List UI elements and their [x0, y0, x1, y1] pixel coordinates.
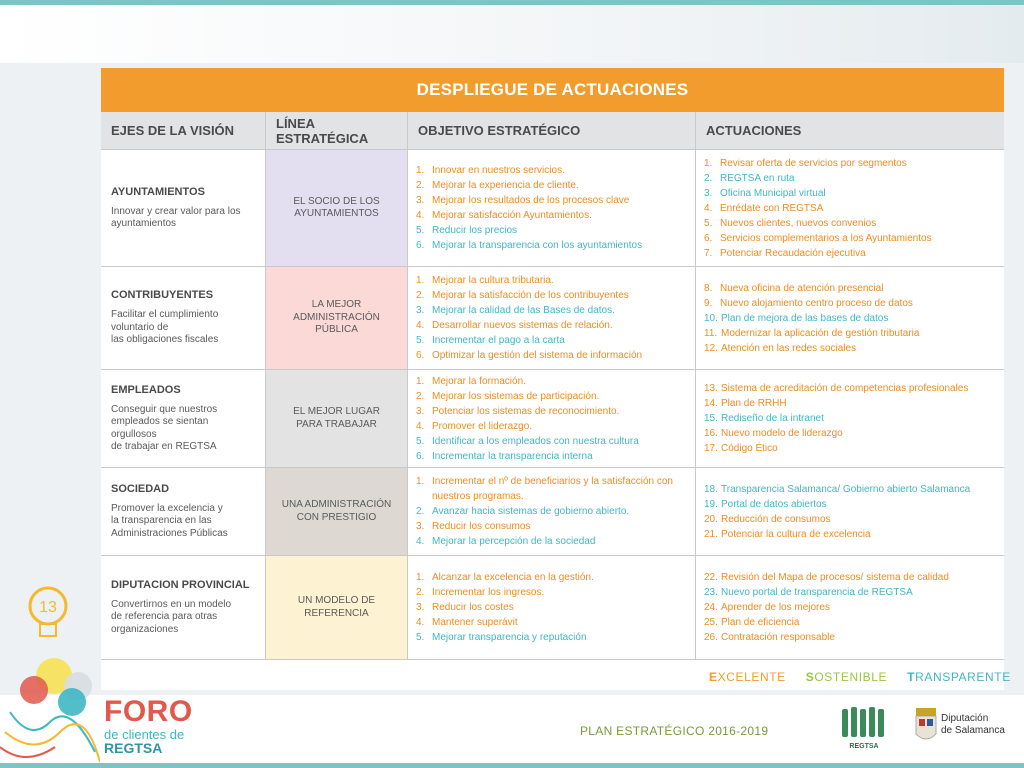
actuaciones-text: Enrédate con REGTSA	[720, 202, 824, 214]
objetivos-list	[416, 474, 687, 549]
actuaciones-text: Modernizar la aplicación de gestión tributaria	[721, 327, 920, 339]
table-row	[101, 267, 1004, 370]
actuaciones-text: Plan de RRHH	[721, 398, 787, 409]
linea-label: EL MEJOR LUGAR PARA TRABAJAR	[293, 406, 380, 430]
eje-title: AYUNTAMIENTOS	[111, 185, 205, 198]
actuaciones-item	[704, 281, 919, 296]
objetivos-number: 6.	[416, 350, 425, 361]
objetivos-cell	[408, 468, 696, 555]
objetivos-item	[416, 404, 639, 419]
actuaciones-text: Rediseño de la intranet	[721, 413, 824, 424]
actuaciones-number: 25.	[704, 617, 718, 628]
objetivos-item	[416, 630, 594, 645]
actuaciones-number: 21.	[704, 528, 718, 540]
actuaciones-number: 3.	[704, 187, 713, 199]
actuaciones-text: Aprender de los mejores	[721, 602, 830, 613]
actuaciones-number: 7.	[704, 247, 713, 259]
objetivos-item	[416, 600, 594, 615]
eje-description: Innovar y crear valor para los ayuntamientos	[111, 205, 241, 229]
actuaciones-number: 22.	[704, 572, 718, 583]
actuaciones-list	[704, 482, 970, 542]
objetivos-text: Potenciar los sistemas de reconocimiento.	[432, 405, 620, 417]
svg-text:REGTSA: REGTSA	[849, 743, 879, 750]
eje-title: EMPLEADOS	[111, 383, 181, 396]
actuaciones-table	[101, 68, 1004, 690]
actuaciones-cell	[696, 150, 1004, 266]
actuaciones-item	[704, 216, 932, 231]
actuaciones-item	[704, 186, 932, 201]
objetivos-number: 4.	[416, 210, 425, 221]
actuaciones-item	[704, 381, 968, 396]
diputacion-line1: Diputación	[941, 713, 989, 724]
eje-title: DIPUTACION PROVINCIAL	[111, 578, 250, 591]
linea-cell	[266, 370, 408, 467]
actuaciones-number: 18.	[704, 483, 718, 495]
objetivos-item	[416, 419, 639, 434]
objetivos-item	[416, 374, 639, 389]
objetivos-item	[416, 570, 594, 585]
table-row	[101, 150, 1004, 267]
actuaciones-item	[704, 527, 970, 542]
actuaciones-number: 19.	[704, 498, 718, 510]
actuaciones-text: Plan de mejora de las bases de datos	[721, 312, 889, 324]
linea-cell	[266, 150, 408, 266]
objetivos-text: Avanzar hacia sistemas de gobierno abierto.	[432, 506, 630, 517]
objetivos-text: Optimizar la gestión del sistema de información	[432, 350, 643, 361]
actuaciones-number: 5.	[704, 217, 713, 229]
actuaciones-item	[704, 341, 919, 356]
objetivos-number: 5.	[416, 225, 425, 236]
actuaciones-item	[704, 311, 919, 326]
objetivos-item	[416, 273, 642, 288]
objetivos-item	[416, 333, 642, 348]
actuaciones-item	[704, 326, 919, 341]
actuaciones-number: 9.	[704, 297, 713, 309]
objetivos-item	[416, 223, 642, 238]
eje-title: SOCIEDAD	[111, 482, 170, 495]
actuaciones-number: 10.	[704, 312, 718, 324]
objetivos-text: Innovar en nuestros servicios.	[432, 165, 565, 176]
actuaciones-number: 15.	[704, 413, 718, 424]
eje-cell	[101, 267, 266, 369]
objetivos-text: Mantener superávit	[432, 617, 518, 628]
eje-title: CONTRIBUYENTES	[111, 289, 214, 302]
objetivos-text: Incrementar el nº de beneficiarios y la satisfacción con nuestros programas.	[432, 476, 673, 502]
eje-cell	[101, 370, 266, 467]
header-band	[0, 5, 1024, 63]
objetivos-text: Mejorar la cultura tributaria.	[432, 275, 554, 286]
table-row	[101, 370, 1004, 468]
objetivos-item	[416, 615, 594, 630]
actuaciones-item	[704, 585, 949, 600]
actuaciones-number: 2.	[704, 172, 713, 184]
bulb-number: 13	[39, 599, 57, 616]
objetivos-cell	[408, 267, 696, 369]
actuaciones-text: Servicios complementarios a los Ayuntamientos	[720, 232, 932, 244]
objetivos-number: 5.	[416, 632, 425, 643]
actuaciones-number: 4.	[704, 202, 713, 214]
objetivos-item	[416, 474, 687, 504]
objetivos-item	[416, 434, 639, 449]
actuaciones-number: 26.	[704, 632, 718, 643]
objetivos-text: Incrementar el pago a la carta	[432, 335, 565, 346]
actuaciones-cell	[696, 267, 1004, 369]
actuaciones-item	[704, 630, 949, 645]
objetivos-number: 3.	[416, 602, 425, 613]
actuaciones-text: Potenciar Recaudación ejecutiva	[720, 247, 866, 259]
objetivos-item	[416, 389, 639, 404]
actuaciones-item	[704, 426, 968, 441]
actuaciones-text: Nuevos clientes, nuevos convenios	[720, 217, 877, 229]
objetivos-text: Mejorar la formación.	[432, 375, 526, 387]
objetivos-item	[416, 303, 642, 318]
actuaciones-item	[704, 411, 968, 426]
objetivos-cell	[408, 370, 696, 467]
table-row	[101, 468, 1004, 556]
actuaciones-list	[704, 381, 968, 456]
actuaciones-number: 17.	[704, 443, 718, 454]
objetivos-text: Desarrollar nuevos sistemas de relación.	[432, 320, 613, 331]
objetivos-number: 3.	[416, 405, 425, 417]
actuaciones-number: 16.	[704, 428, 718, 439]
objetivos-list	[416, 273, 642, 363]
actuaciones-item	[704, 512, 970, 527]
objetivos-number: 1.	[416, 275, 425, 286]
actuaciones-text: REGTSA en ruta	[720, 172, 795, 184]
plan-estrategico-label: PLAN ESTRATÉGICO 2016-2019	[580, 724, 769, 738]
actuaciones-number: 24.	[704, 602, 718, 613]
actuaciones-item	[704, 171, 932, 186]
objetivos-number: 4.	[416, 420, 425, 432]
objetivos-text: Mejorar la percepción de la sociedad	[432, 536, 596, 547]
actuaciones-text: Sistema de acreditación de competencias profesionales	[721, 383, 969, 394]
header-objetivo: OBJETIVO ESTRATÉGICO	[408, 112, 696, 150]
objetivos-text: Reducir los costes	[432, 602, 514, 613]
objetivos-item	[416, 449, 639, 464]
foro-title: FORO	[104, 695, 193, 728]
objetivos-number: 6.	[416, 240, 425, 251]
actuaciones-number: 11.	[704, 327, 718, 339]
objetivos-number: 1.	[416, 165, 425, 176]
objetivos-text: Incrementar la transparencia interna	[432, 450, 593, 462]
eje-description: Facilitar el cumplimiento voluntario de las obligaciones fiscales	[111, 309, 219, 346]
header-ejes: EJES DE LA VISIÓN	[101, 112, 266, 150]
eje-description: Promover la excelencia y la transparencia en las Administraciones Públicas	[111, 502, 228, 539]
objetivos-cell	[408, 556, 696, 659]
actuaciones-text: Atención en las redes sociales	[721, 342, 857, 354]
actuaciones-number: 8.	[704, 282, 713, 294]
objetivos-list	[416, 374, 639, 464]
linea-label: UNA ADMINISTRACIÓN CON PRESTIGIO	[281, 499, 392, 523]
objetivos-list	[416, 570, 594, 645]
objetivos-text: Mejorar los sistemas de participación.	[432, 390, 600, 402]
objetivos-number: 3.	[416, 195, 425, 206]
actuaciones-item	[704, 296, 919, 311]
actuaciones-cell	[696, 370, 1004, 467]
objetivos-number: 2.	[416, 506, 425, 517]
actuaciones-text: Nuevo alojamiento centro proceso de datos	[720, 297, 913, 309]
objetivos-text: Reducir los precios	[432, 225, 518, 236]
actuaciones-cell	[696, 468, 1004, 555]
actuaciones-number: 23.	[704, 587, 718, 598]
objetivos-number: 4.	[416, 320, 425, 331]
objetivos-number: 2.	[416, 290, 425, 301]
actuaciones-text: Plan de eficiencia	[721, 617, 800, 628]
value-transparente: TRANSPARENTE	[907, 670, 1011, 684]
actuaciones-cell	[696, 556, 1004, 659]
actuaciones-text: Transparencia Salamanca/ Gobierno abierto Salamanca	[721, 483, 971, 495]
objetivos-item	[416, 519, 687, 534]
actuaciones-number: 12.	[704, 342, 718, 354]
actuaciones-text: Revisión del Mapa de procesos/ sistema de calidad	[721, 572, 949, 583]
objetivos-number: 5.	[416, 335, 425, 346]
header-actuaciones: ACTUACIONES	[696, 112, 1004, 150]
objetivos-number: 1.	[416, 375, 425, 387]
objetivos-number: 1.	[416, 572, 425, 583]
objetivos-text: Mejorar los resultados de los procesos clave	[432, 195, 630, 206]
foro-regtsa: REGTSA	[104, 740, 163, 756]
objetivos-item	[416, 585, 594, 600]
actuaciones-item	[704, 482, 970, 497]
objetivos-text: Incrementar los ingresos.	[432, 587, 545, 598]
actuaciones-item	[704, 600, 949, 615]
objetivos-number: 3.	[416, 521, 425, 532]
actuaciones-number: 20.	[704, 513, 718, 525]
actuaciones-text: Portal de datos abiertos	[721, 498, 827, 510]
objetivos-number: 1.	[416, 476, 425, 487]
actuaciones-text: Reducción de consumos	[721, 513, 831, 525]
table-banner: DESPLIEGUE DE ACTUACIONES	[101, 68, 1004, 112]
objetivos-item	[416, 208, 642, 223]
objetivos-number: 2.	[416, 180, 425, 191]
objetivos-number: 4.	[416, 536, 425, 547]
actuaciones-list	[704, 281, 919, 356]
actuaciones-text: Contratación responsable	[721, 632, 835, 643]
actuaciones-text: Revisar oferta de servicios por segmentos	[720, 157, 907, 169]
objetivos-item	[416, 348, 642, 363]
linea-cell	[266, 267, 408, 369]
actuaciones-item	[704, 441, 968, 456]
eje-cell	[101, 556, 266, 659]
objetivos-item	[416, 238, 642, 253]
objetivos-item	[416, 193, 642, 208]
header-linea: LÍNEA ESTRATÉGICA	[266, 112, 408, 150]
objetivos-text: Mejorar la satisfacción de los contribuyentes	[432, 290, 629, 301]
objetivos-text: Alcanzar la excelencia en la gestión.	[432, 572, 594, 583]
value-excelente: EXCELENTE	[709, 670, 786, 684]
actuaciones-item	[704, 201, 932, 216]
objetivos-text: Mejorar transparencia y reputación	[432, 632, 587, 643]
objetivos-number: 2.	[416, 390, 425, 402]
linea-label: UN MODELO DE REFERENCIA	[297, 595, 376, 619]
objetivos-item	[416, 318, 642, 333]
actuaciones-item	[704, 246, 932, 261]
coat-of-arms-icon	[914, 706, 938, 744]
eje-description: Conseguir que nuestros empleados se sientan orgullosos de trabajar en REGTSA	[111, 403, 218, 452]
objetivos-item	[416, 504, 687, 519]
actuaciones-text: Nuevo modelo de liderazgo	[721, 428, 843, 439]
foro-subtitle: de clientes de	[104, 727, 185, 742]
linea-cell	[266, 468, 408, 555]
objetivos-cell	[408, 150, 696, 266]
objetivos-number: 2.	[416, 587, 425, 598]
actuaciones-text: Oficina Municipal virtual	[720, 187, 826, 199]
objetivos-list	[416, 163, 642, 253]
objetivos-text: Mejorar la calidad de las Bases de datos.	[432, 305, 615, 316]
objetivos-item	[416, 163, 642, 178]
objetivos-text: Identificar a los empleados con nuestra cultura	[432, 435, 639, 447]
bottom-accent-bar	[0, 763, 1024, 768]
objetivos-item	[416, 178, 642, 193]
actuaciones-item	[704, 615, 949, 630]
regtsa-logo	[838, 703, 890, 751]
actuaciones-number: 14.	[704, 398, 718, 409]
actuaciones-item	[704, 570, 949, 585]
actuaciones-list	[704, 156, 932, 261]
foro-logo	[104, 697, 193, 755]
actuaciones-item	[704, 231, 932, 246]
objetivos-text: Mejorar la experiencia de cliente.	[432, 180, 579, 191]
linea-label: EL SOCIO DE LOS AYUNTAMIENTOS	[293, 195, 380, 219]
actuaciones-text: Nueva oficina de atención presencial	[720, 282, 884, 294]
objetivos-text: Mejorar satisfacción Ayuntamientos.	[432, 210, 592, 221]
objetivos-number: 3.	[416, 305, 425, 316]
linea-cell	[266, 556, 408, 659]
actuaciones-item	[704, 396, 968, 411]
eje-cell	[101, 468, 266, 555]
actuaciones-list	[704, 570, 949, 645]
actuaciones-text: Nuevo portal de transparencia de REGTSA	[721, 587, 913, 598]
linea-label: LA MEJOR ADMINISTRACIÓN PÚBLICA	[293, 299, 380, 336]
table-row	[101, 556, 1004, 660]
actuaciones-item	[704, 156, 932, 171]
actuaciones-number: 13.	[704, 383, 718, 394]
actuaciones-item	[704, 497, 970, 512]
actuaciones-text: Potenciar la cultura de excelencia	[721, 528, 871, 540]
eje-description: Convertirnos en un modelo de referencia para otras organizaciones	[111, 598, 232, 635]
objetivos-number: 4.	[416, 617, 425, 628]
actuaciones-text: Código Ético	[721, 443, 778, 454]
objetivos-number: 6.	[416, 450, 425, 462]
value-sostenible: SOSTENIBLE	[805, 670, 888, 684]
objetivos-item	[416, 534, 687, 549]
objetivos-number: 5.	[416, 435, 425, 447]
diputacion-logo	[914, 706, 1005, 744]
lightbulb-illustration	[0, 582, 100, 768]
eje-cell	[101, 150, 266, 266]
values-tagline	[709, 670, 1011, 684]
objetivos-text: Promover el liderazgo.	[432, 420, 533, 432]
objetivos-text: Mejorar la transparencia con los ayuntamientos	[432, 240, 643, 251]
diputacion-line2: de Salamanca	[941, 725, 1005, 736]
actuaciones-number: 6.	[704, 232, 713, 244]
actuaciones-number: 1.	[704, 157, 713, 169]
objetivos-item	[416, 288, 642, 303]
objetivos-text: Reducir los consumos	[432, 521, 531, 532]
